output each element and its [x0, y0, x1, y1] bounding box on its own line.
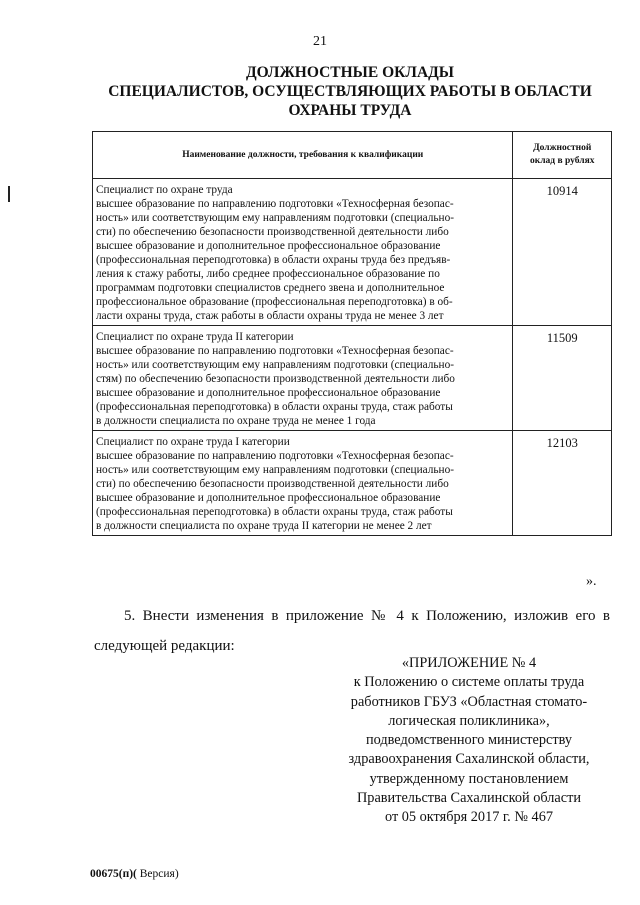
- header-position: Наименование должности, требования к квалификации: [93, 132, 513, 179]
- appendix-line: «ПРИЛОЖЕНИЕ № 4: [401, 655, 537, 671]
- description-line: профессиональное образование (профессиональная переподготовка) в об-: [96, 296, 453, 308]
- salary-value: 10914: [513, 179, 612, 326]
- title-line: СПЕЦИАЛИСТОВ, ОСУЩЕСТВЛЯЮЩИХ РАБОТЫ В ОБЛАСТИ: [108, 83, 592, 100]
- description-line: Специалист по охране труда II категории: [96, 331, 294, 343]
- title-line: ДОЛЖНОСТНЫЕ ОКЛАДЫ: [245, 64, 455, 81]
- description-line: Специалист по охране труда I категории: [96, 436, 290, 448]
- document-title: [60, 63, 640, 120]
- position-description: [93, 179, 513, 326]
- appendix-line: утвержденному постановлением: [369, 770, 569, 787]
- description-line: ласти охраны труда, стаж работы в области охраны труда не менее 3 лет: [96, 310, 444, 322]
- table-header-row: [93, 132, 612, 179]
- description-line: стям) по обеспечению безопасности производственной деятельности либо: [96, 373, 455, 385]
- description-line: высшее образование и дополнительное профессиональное образование: [96, 240, 441, 252]
- salary-table: [92, 131, 612, 536]
- description-line: высшее образование по направлению подготовки «Техносферная безопас-: [96, 198, 454, 210]
- table-row: [93, 179, 612, 326]
- salary-value: 11509: [513, 326, 612, 431]
- page-number: 21: [313, 34, 327, 49]
- description-line: ления к стажу работы, либо среднее профессиональное образование по: [96, 268, 440, 280]
- header-salary-line: оклад в рублях: [529, 156, 595, 166]
- description-line: программам подготовки специалистов среднего звена и дополнительное: [96, 282, 445, 294]
- appendix-heading: [320, 654, 618, 828]
- appendix-line: логическая поликлиника»,: [388, 712, 550, 729]
- description-line: в должности специалиста по охране труда не менее 1 года: [96, 415, 376, 427]
- document-code: 00675(п)(: [90, 868, 137, 880]
- description-line: (профессиональная переподготовка) в области охраны труда без предъяв-: [96, 254, 451, 266]
- description-line: (профессиональная переподготовка) в области охраны труда, стаж работы: [96, 401, 453, 413]
- description-line: сти) по обеспечению безопасности производственной деятельности либо: [96, 226, 449, 238]
- margin-mark: [8, 186, 10, 202]
- appendix-line: к Положению о системе оплаты труда: [353, 674, 585, 691]
- table-row: [93, 326, 612, 431]
- clause-paragraph: 5. Внести изменения в приложение № 4 к Положению, изложив его в следующей редакции:: [94, 608, 610, 654]
- description-line: высшее образование и дополнительное профессиональное образование: [96, 387, 441, 399]
- position-description: [93, 431, 513, 536]
- description-line: ность» или соответствующим ему направлениям подготовки (специально-: [96, 359, 454, 371]
- description-line: высшее образование и дополнительное профессиональное образование: [96, 492, 441, 504]
- appendix-line: от 05 октября 2017 г. № 467: [385, 809, 553, 826]
- table-row: [93, 431, 612, 536]
- appendix-line: здравоохранения Сахалинской области,: [348, 751, 590, 768]
- closing-quote: ».: [586, 574, 597, 589]
- description-line: ность» или соответствующим ему направлениям подготовки (специально-: [96, 464, 454, 476]
- description-line: в должности специалиста по охране труда II категории не менее 2 лет: [96, 520, 432, 532]
- description-line: (профессиональная переподготовка) в области охраны труда, стаж работы: [96, 506, 453, 518]
- header-salary: [513, 132, 612, 179]
- header-salary-line: Должностной: [533, 143, 592, 153]
- appendix-line: Правительства Сахалинской области: [356, 790, 582, 807]
- description-line: высшее образование по направлению подготовки «Техносферная безопас-: [96, 450, 454, 462]
- description-line: Специалист по охране труда: [96, 184, 233, 196]
- appendix-line: подведомственного министерству: [365, 732, 573, 749]
- salary-value: 12103: [513, 431, 612, 536]
- description-line: высшее образование по направлению подготовки «Техносферная безопас-: [96, 345, 454, 357]
- position-description: [93, 326, 513, 431]
- description-line: ность» или соответствующим ему направлениям подготовки (специально-: [96, 212, 454, 224]
- appendix-line: работников ГБУЗ «Областная стомато-: [350, 693, 588, 710]
- version-label: Версия): [136, 868, 179, 880]
- document-footer: [90, 868, 179, 880]
- title-line: ОХРАНЫ ТРУДА: [288, 102, 412, 119]
- description-line: сти) по обеспечению безопасности производственной деятельности либо: [96, 478, 449, 490]
